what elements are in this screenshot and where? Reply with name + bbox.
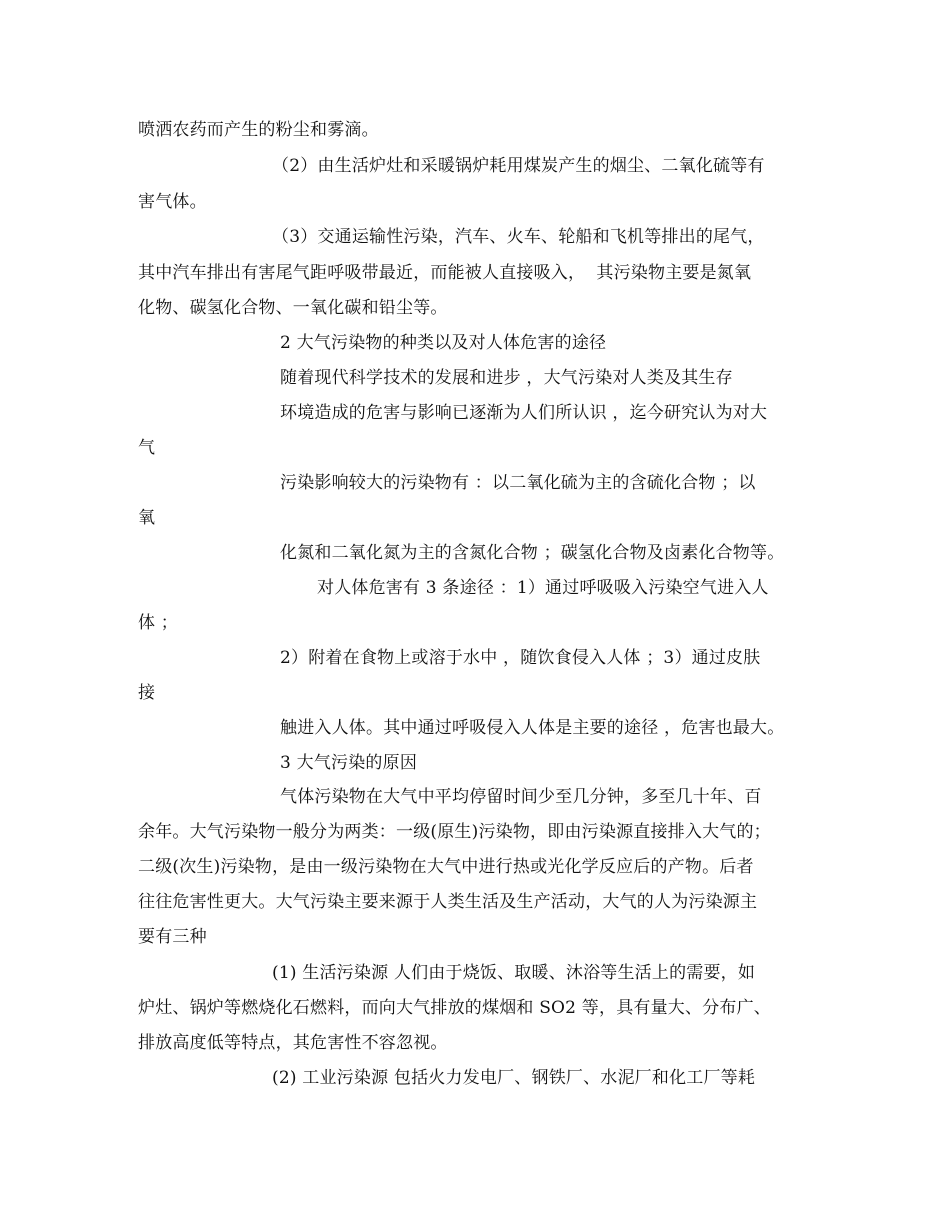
text-line: 随着现代科学技术的发展和进步 ，大气污染对人类及其生存 [280,368,733,388]
text-line: 二级(次生)污染物，是由一级污染物在大气中进行热或光化学反应后的产物。后者 [138,857,754,877]
section-heading: 2 大气污染物的种类以及对人体危害的途径 [280,333,607,353]
text-line: 污染影响较大的污染物有 ：以二氧化硫为主的含硫化合物 ；以 [280,473,756,493]
text-line: (2) 工业污染源 包括火力发电厂、钢铁厂、水泥厂和化工厂等耗 [272,1068,756,1088]
text-line: （2）由生活炉灶和采暖锅炉耗用煤炭产生的烟尘、二氧化硫等有 [272,156,765,176]
text-line: 氧 [138,508,156,528]
section-heading: 3 大气污染的原因 [280,753,418,773]
text-line: 触进入人体。其中通过呼吸侵入人体是主要的途径 ，危害也最大。 [280,718,785,738]
text-line: 接 [138,683,156,703]
text-line: 排放高度低等特点，其危害性不容忽视。 [138,1033,448,1053]
text-line: 往往危害性更大。大气污染主要来源于人类生活及生产活动，大气的人为污染源主 [138,892,758,912]
text-line: 环境造成的危害与影响已逐渐为人们所认识 ，迄今研究认为对大 [280,403,768,423]
text-line: 2）附着在食物上或溶于水中 ，随饮食侵入人体 ；3）通过皮肤 [280,648,761,668]
text-line: (1) 生活污染源 人们由于烧饭、取暖、沐浴等生活上的需要，如 [272,963,756,983]
text-line: 害气体。 [138,192,207,212]
text-line: 其中汽车排出有害尾气距呼吸带最近，而能被人直接吸入， 其污染物主要是氮氧 [138,263,752,283]
text-line: 喷洒农药而产生的粉尘和雾滴。 [138,120,379,140]
text-line: （3）交通运输性污染，汽车、火车、轮船和飞机等排出的尾气， [272,227,765,247]
text-line: 化氮和二氧化氮为主的含氮化合物 ；碳氢化合物及卤素化合物等。 [280,543,785,563]
text-line: 体 ； [138,613,179,633]
text-line: 化物、碳氢化合物、一氧化碳和铅尘等。 [138,298,448,318]
text-line: 气 [138,438,156,458]
text-line: 对人体危害有 3 条途径 ：1）通过呼吸吸入污染空气进入人 [317,578,769,598]
text-line: 要有三种 [138,927,207,947]
text-line: 炉灶、锅炉等燃烧化石燃料，而向大气排放的煤烟和 SO2 等，具有量大、分布广、 [138,998,772,1018]
text-line: 气体污染物在大气中平均停留时间少至几分钟，多至几十年、百 [280,787,762,807]
text-line: 余年。大气污染物一般分为两类：一级(原生)污染物，即由污染源直接排入大气的； [138,822,771,842]
